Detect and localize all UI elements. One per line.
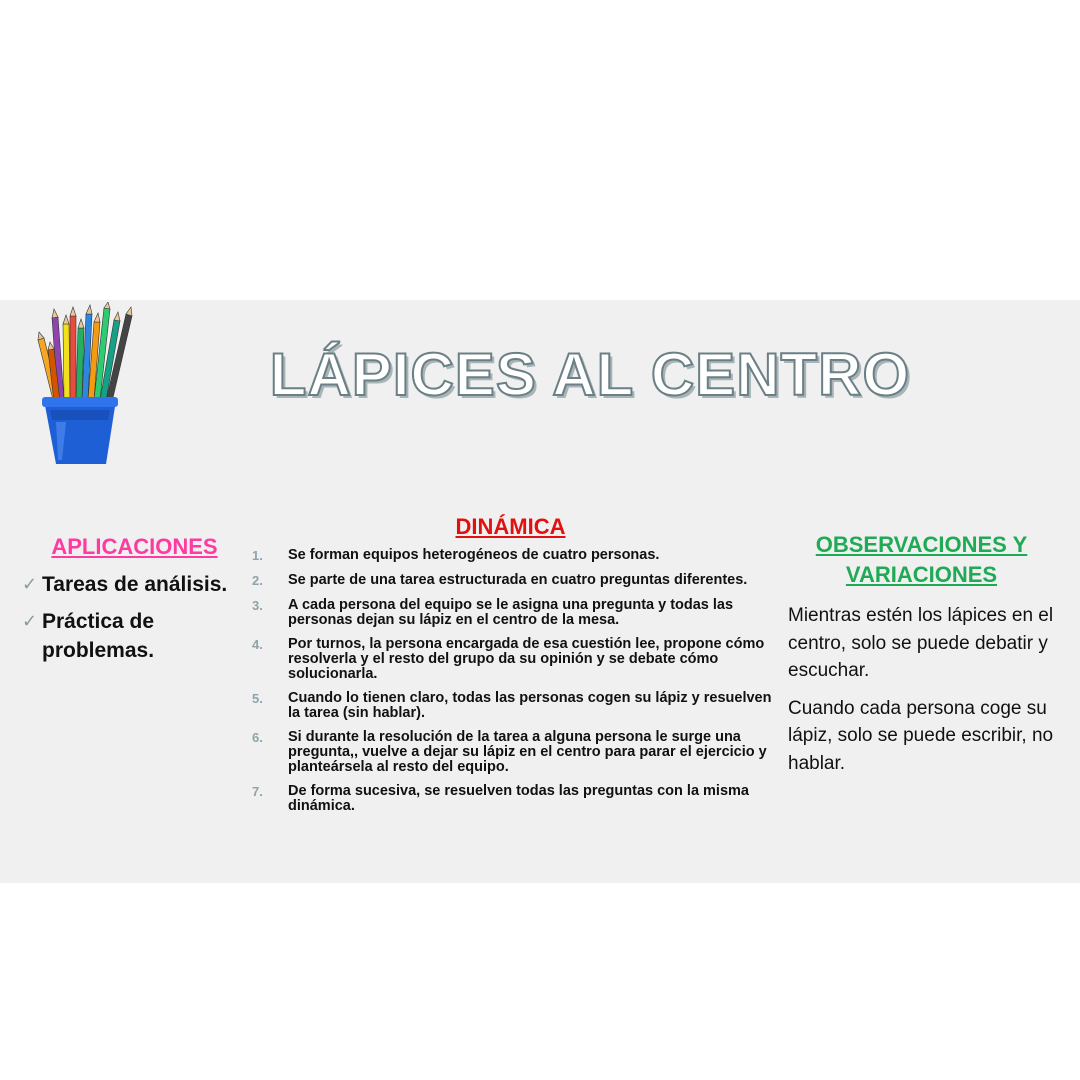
list-item xyxy=(22,607,247,665)
list-item-text: Práctica de problemas. xyxy=(42,610,155,662)
step-number: 4. xyxy=(252,637,263,652)
observaciones-paragraph: Mientras estén los lápices en el centro, solo se puede debatir y escuchar. xyxy=(788,605,1054,681)
observaciones-heading-line2: VARIACIONES xyxy=(845,562,998,587)
step-text: Cuando lo tienen claro, todas las personas cogen su lápiz y resuelven la tarea (sin hablar). xyxy=(288,690,772,721)
step-item xyxy=(248,730,773,775)
step-text: De forma sucesiva, se resuelven todas las preguntas con la misma dinámica. xyxy=(288,783,749,814)
step-item xyxy=(248,573,773,589)
aplicaciones-heading: APLICACIONES xyxy=(51,534,218,559)
step-item xyxy=(248,548,773,564)
list-item xyxy=(22,570,247,599)
check-icon: ✓ xyxy=(22,574,38,594)
step-text: Si durante la resolución de la tarea a alguna persona le surge una pregunta,, vuelve a dejar su lápiz en el centro para parar el ejercicio y planteársela al resto del equipo. xyxy=(288,729,767,775)
aplicaciones-list xyxy=(22,570,247,665)
step-number: 1. xyxy=(252,548,263,563)
step-number: 7. xyxy=(252,784,263,799)
step-number: 2. xyxy=(252,573,263,588)
dinamica-heading: DINÁMICA xyxy=(455,514,566,539)
observaciones-heading xyxy=(784,530,1059,590)
observaciones-body xyxy=(788,602,1059,777)
list-item-text: Tareas de análisis. xyxy=(42,573,228,596)
step-number: 3. xyxy=(252,598,263,613)
check-icon: ✓ xyxy=(22,611,38,631)
step-item xyxy=(248,637,773,682)
step-text: Se forman equipos heterogéneos de cuatro personas. xyxy=(288,547,660,563)
slide xyxy=(0,300,1080,883)
observaciones-paragraph: Cuando cada persona coge su lápiz, solo se puede escribir, no hablar. xyxy=(788,697,1054,774)
step-text: Por turnos, la persona encargada de esa cuestión lee, propone cómo resolverla y el resto del grupo da su opinión y se debate cómo solucionarla. xyxy=(288,636,765,682)
observaciones-heading-line1: OBSERVACIONES Y xyxy=(815,532,1028,557)
step-item xyxy=(248,598,773,628)
observaciones-section xyxy=(784,530,1059,787)
step-number: 5. xyxy=(252,691,263,706)
step-text: Se parte de una tarea estructurada en cuatro preguntas diferentes. xyxy=(288,572,748,588)
aplicaciones-section xyxy=(22,532,247,673)
pencil-cup-image xyxy=(30,302,142,464)
step-number: 6. xyxy=(252,730,263,745)
dinamica-steps xyxy=(248,548,773,814)
step-item xyxy=(248,784,773,814)
step-item xyxy=(248,691,773,721)
page-title: LÁPICES AL CENTRO xyxy=(269,341,911,408)
dinamica-section xyxy=(248,512,773,823)
step-text: A cada persona del equipo se le asigna una pregunta y todas las personas dejan su lápiz en el centro de la mesa. xyxy=(288,597,734,628)
